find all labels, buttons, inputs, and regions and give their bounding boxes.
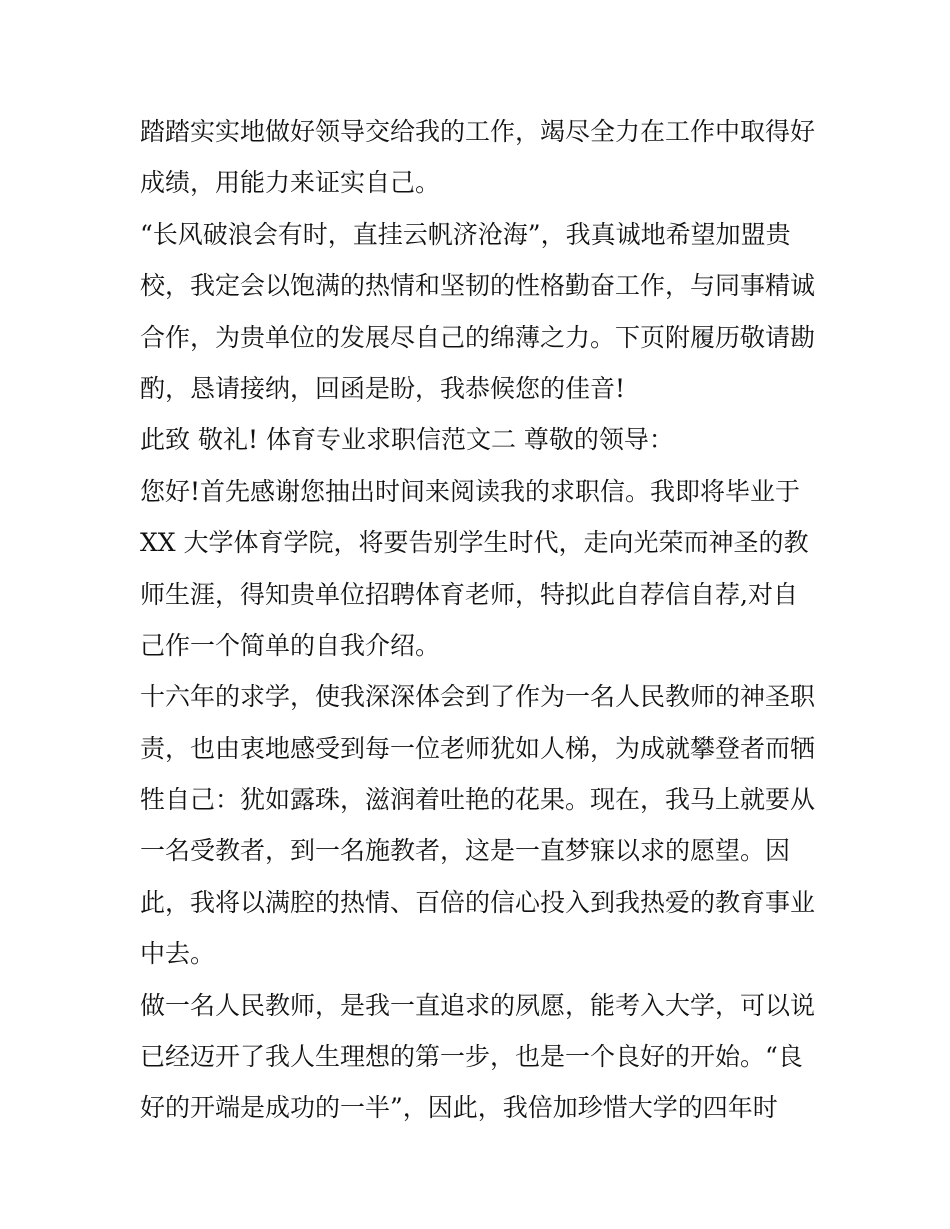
text-line: 十六年的求学，使我深深体会到了作为一名人民教师的神圣职 (140, 682, 816, 712)
text-line: 校，我定会以饱满的热情和坚韧的性格勤奋工作，与同事精诚 (140, 271, 816, 301)
text-line: 踏踏实实地做好领导交给我的工作，竭尽全力在工作中取得好 (140, 117, 816, 146)
text-line: 中去。 (140, 939, 216, 969)
text-line: 酌，恳请接纳，回函是盼，我恭候您的佳音! (140, 373, 626, 403)
text-line: 牲自己：犹如露珠，滋润着吐艳的花果。现在，我马上就要从 (140, 785, 816, 815)
text-line: 成绩，用能力来证实自己。 (140, 168, 441, 198)
text-line: 一名受教者，到一名施教者，这是一直梦寐以求的愿望。因 (140, 836, 791, 866)
text-line: 责，也由衷地感受到每一位老师犹如人梯，为成就攀登者而牺 (140, 733, 816, 763)
text-line: 合作，为贵单位的发展尽自己的绵薄之力。下页附履历敬请勘 (140, 322, 816, 352)
text-line: 此，我将以满腔的热情、百倍的信心投入到我热爱的教育事业 (140, 887, 816, 917)
text-line: 此致 敬礼! 体育专业求职信范文二 尊敬的领导： (140, 425, 674, 455)
text-line: 师生涯，得知贵单位招聘体育老师，特拟此自荐信自荐,对自 (140, 579, 798, 609)
text-line: 好的开端是成功的一半”，因此，我倍加珍惜大学的四年时 (140, 1093, 778, 1123)
text-line: 己作一个简单的自我介绍。 (140, 630, 441, 660)
text-line: 您好!首先感谢您抽出时间来阅读我的求职信。我即将毕业于 (140, 476, 801, 506)
text-line: 已经迈开了我人生理想的第一步，也是一个良好的开始。“良 (140, 1042, 803, 1072)
text-line: 做一名人民教师，是我一直追求的夙愿，能考入大学，可以说 (140, 990, 816, 1020)
letter-body (140, 106, 820, 1134)
text-line: XX 大学体育学院，将要告别学生时代，走向光荣而神圣的教 (140, 528, 809, 558)
text-line: “长风破浪会有时，直挂云帆济沧海”，我真诚地希望加盟贵 (140, 219, 791, 249)
